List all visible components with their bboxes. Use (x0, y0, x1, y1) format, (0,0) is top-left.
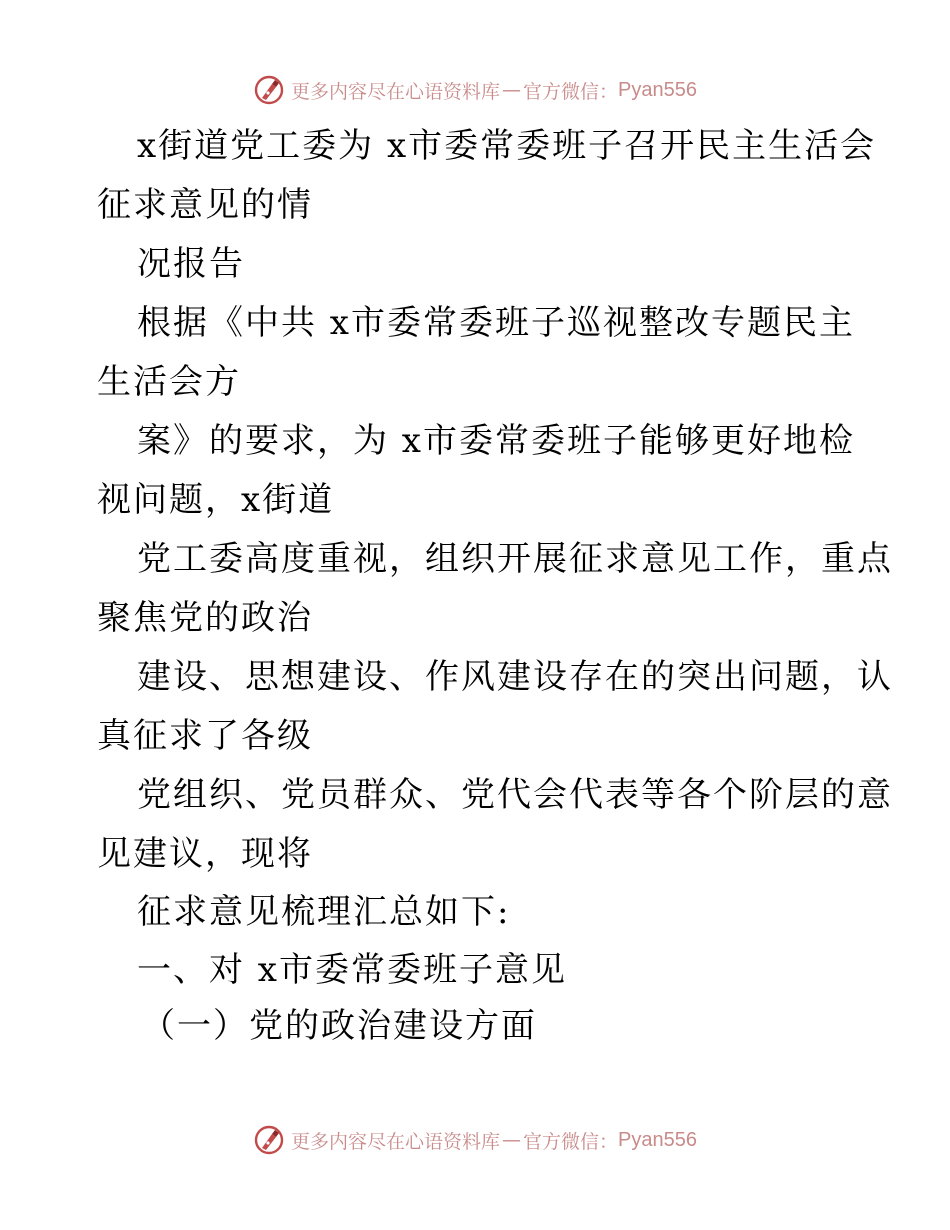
text-line: 征求意见梳理汇总如下: (137, 892, 511, 932)
text-line: 见建议，现将 (97, 834, 313, 874)
text-line: 案》的要求，为 x市委常委班子能够更好地检 (137, 421, 855, 461)
banner-text: 更多内容尽在心语资料库 (291, 80, 501, 103)
subsection-heading: （一）党的政治建设方面 (141, 1006, 537, 1046)
banner-wechat-label: 官方微信： (523, 80, 619, 103)
text-line: 聚焦党的政治 (97, 598, 313, 638)
banner-separator: — (502, 79, 522, 101)
header-watermark-banner (0, 72, 950, 108)
text-line: x街道党工委为 x市委常委班子召开民主生活会 (137, 126, 877, 166)
section-heading: 一、对 x市委常委班子意见 (137, 950, 567, 990)
text-line: 视问题，x街道 (97, 480, 335, 520)
banner-text: 更多内容尽在心语资料库 (291, 1130, 501, 1153)
banner-wechat-label: 官方微信： (523, 1130, 619, 1153)
text-line: 党工委高度重视，组织开展征求意见工作，重点 (137, 539, 893, 579)
text-line: 征求意见的情 (97, 185, 313, 225)
pen-nib-logo-icon (253, 74, 285, 106)
pen-nib-logo-icon (253, 1124, 285, 1156)
text-line: 党组织、党员群众、党代会代表等各个阶层的意 (137, 775, 893, 815)
banner-wechat-id: Pyan556 (618, 78, 697, 101)
text-line: 生活会方 (97, 362, 241, 402)
banner-separator: — (502, 1129, 522, 1151)
banner-wechat-id: Pyan556 (618, 1128, 697, 1151)
text-line: 真征求了各级 (97, 716, 313, 756)
text-line: 根据《中共 x市委常委班子巡视整改专题民主 (137, 303, 855, 343)
footer-watermark-banner (0, 1122, 950, 1158)
text-line: 建设、思想建设、作风建设存在的突出问题，认 (137, 657, 893, 697)
text-line: 况报告 (137, 244, 245, 284)
